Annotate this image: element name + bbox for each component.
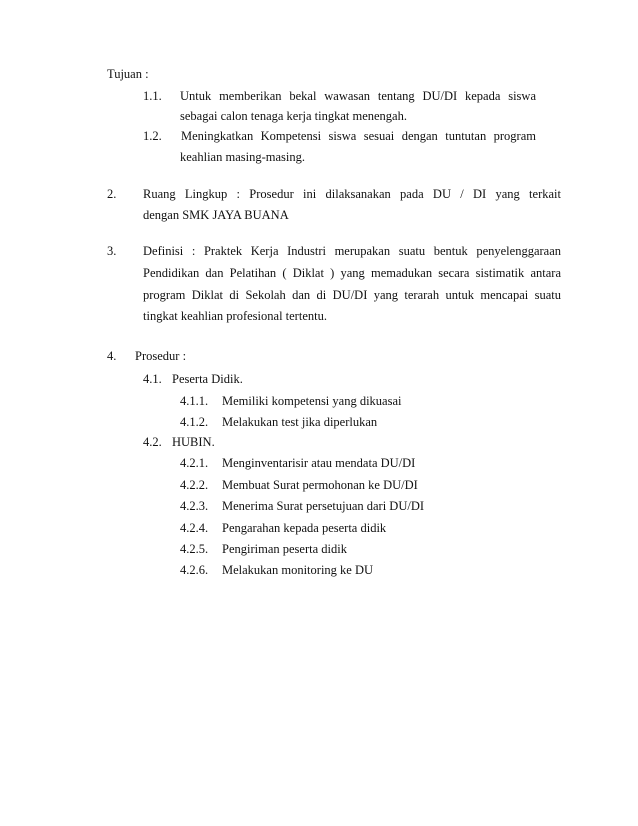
tujuan-item-2-line-2: keahlian masing-masing. — [180, 150, 305, 164]
ruang-lingkup-line-2: dengan SMK JAYA BUANA — [143, 208, 289, 222]
item-4-2-2-number: 4.2.2. — [180, 478, 209, 492]
item-4-2-5-number: 4.2.5. — [180, 542, 209, 556]
tujuan-item-1-line-2: sebagai calon tenaga kerja tingkat menengah. — [180, 109, 407, 123]
tujuan-item-2-number: 1.2. — [143, 129, 162, 143]
prosedur-title: Prosedur : — [135, 349, 187, 363]
tujuan-heading: Tujuan : — [107, 67, 149, 81]
definisi-line-1: Definisi : Praktek Kerja Industri merupakan suatu bentuk penyelenggaraan — [143, 244, 561, 258]
item-4-2-6-number: 4.2.6. — [180, 563, 209, 577]
item-4-1-1-number: 4.1.1. — [180, 394, 209, 408]
definisi-line-3: program Diklat di Sekolah dan di DU/DI yang terarah untuk mencapai suatu — [143, 288, 561, 302]
definisi-line-4: tingkat keahlian profesional tertentu. — [143, 309, 327, 323]
item-4-2-4-number: 4.2.4. — [180, 521, 209, 535]
section-4-1-number: 4.1. — [143, 372, 162, 386]
tujuan-item-2-line-1: Meningkatkan Kompetensi siswa sesuai dengan tuntutan program — [181, 129, 536, 143]
item-4-2-1-number: 4.2.1. — [180, 456, 209, 470]
section-4-1-title: Peserta Didik. — [172, 372, 243, 386]
prosedur-number: 4. — [107, 349, 117, 363]
ruang-lingkup-number: 2. — [107, 187, 117, 201]
tujuan-item-1-number: 1.1. — [143, 89, 162, 103]
item-4-2-6-text: Melakukan monitoring ke DU — [222, 563, 374, 577]
item-4-2-5-text: Pengiriman peserta didik — [222, 542, 347, 556]
item-4-1-2-text: Melakukan test jika diperlukan — [222, 415, 378, 429]
item-4-2-3-text: Menerima Surat persetujuan dari DU/DI — [222, 499, 425, 513]
item-4-2-2-text: Membuat Surat permohonan ke DU/DI — [222, 478, 418, 492]
definisi-number: 3. — [107, 244, 117, 258]
item-4-1-1-text: Memiliki kompetensi yang dikuasai — [222, 394, 402, 408]
section-4-2-title: HUBIN. — [172, 435, 215, 449]
item-4-2-1-text: Menginventarisir atau mendata DU/DI — [222, 456, 416, 470]
item-4-1-2-number: 4.1.2. — [180, 415, 209, 429]
ruang-lingkup-line-1: Ruang Lingkup : Prosedur ini dilaksanakan pada DU / DI yang terkait — [143, 187, 561, 201]
item-4-2-3-number: 4.2.3. — [180, 499, 209, 513]
definisi-line-2: Pendidikan dan Pelatihan ( Diklat ) yang memadukan secara sistimatik antara — [143, 266, 561, 280]
item-4-2-4-text: Pengarahan kepada peserta didik — [222, 521, 387, 535]
tujuan-item-1-line-1: Untuk memberikan bekal wawasan tentang DU/DI kepada siswa — [180, 89, 536, 103]
section-4-2-number: 4.2. — [143, 435, 162, 449]
